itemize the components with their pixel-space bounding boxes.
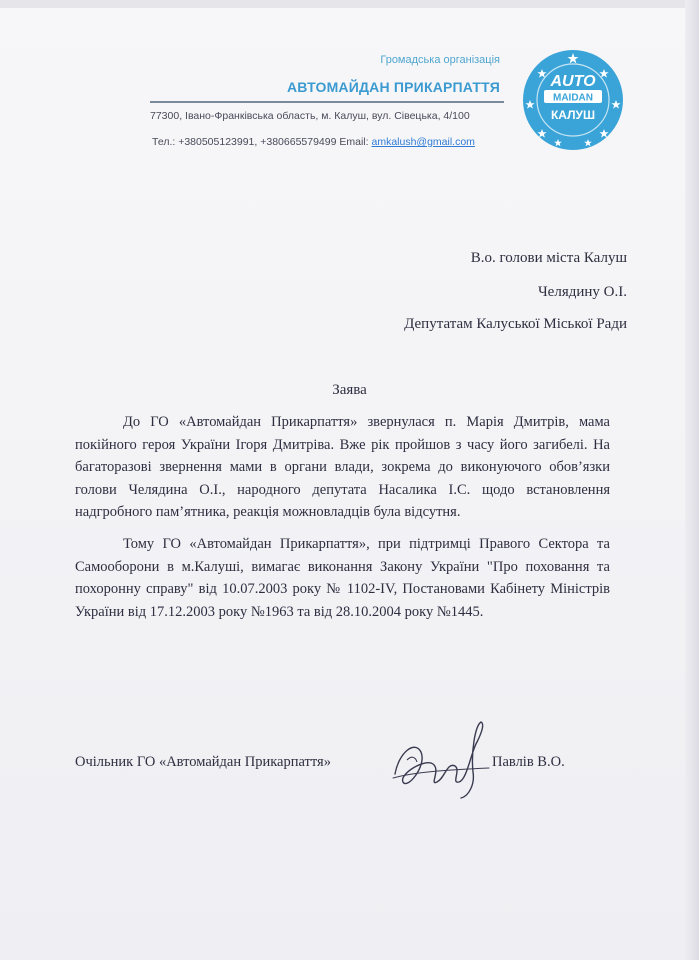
logo-top-text: AUTO — [550, 73, 596, 90]
email-link[interactable]: amkalush@gmail.com — [371, 136, 475, 148]
addressee-2: Челядину О.І. — [537, 284, 627, 300]
paper-edge-top — [0, 0, 699, 8]
org-phones: Тел.: +380505123991, +380665579499 — [152, 136, 337, 148]
addressee-3: Депутатам Калуської Міської Ради — [404, 316, 627, 332]
letterhead-rule — [150, 101, 504, 103]
email-label: Email: — [339, 136, 369, 148]
paragraph-1: До ГО «Автомайдан Прикарпаття» звернулася п. Марія Дмитрів, мама покійного героя України Ігоря Дмитріва. Вже рік пройшов з часу його загибелі. На багаторазові звернення мами в органи влади, зокрема до виконуючого обов’язки голови Челядина О.І., народного депутата Насалика І.С. щодо встановлення надгробного пам’ятника, реакція можновладців була відсутня. — [75, 414, 610, 520]
paragraph-2: Тому ГО «Автомайдан Прикарпаття», при підтримці Правого Сектора та Самооборони в м.Калуші, вимагає виконання Закону України "Про поховання та похоронну справу" від 10.07.2003 року № 1102-IV, Постановами Кабінету Міністрів України від 17.12.2003 року №1963 та від 28.10.2004 року №1445. — [75, 536, 610, 620]
org-name: АВТОМАЙДАН ПРИКАРПАТТЯ — [286, 79, 500, 95]
automaidan-logo — [522, 49, 624, 151]
addressee-1: В.о. голови міста Калуш — [470, 250, 627, 266]
org-type: Громадська організація — [380, 54, 500, 66]
signer-name: Павлів В.О. — [492, 754, 565, 770]
handwritten-signature — [385, 712, 495, 812]
logo-mid-text: MAIDAN — [553, 92, 593, 104]
org-contacts — [152, 136, 512, 148]
logo-bottom-text: КАЛУШ — [550, 108, 596, 122]
document-title: Заява — [332, 382, 367, 398]
paper-edge-right — [685, 0, 699, 960]
signer-role: Очільник ГО «Автомайдан Прикарпаття» — [75, 754, 331, 770]
org-address: 77300, Івано-Франківська область, м. Калуш, вул. Сівецька, 4/100 — [150, 110, 470, 122]
